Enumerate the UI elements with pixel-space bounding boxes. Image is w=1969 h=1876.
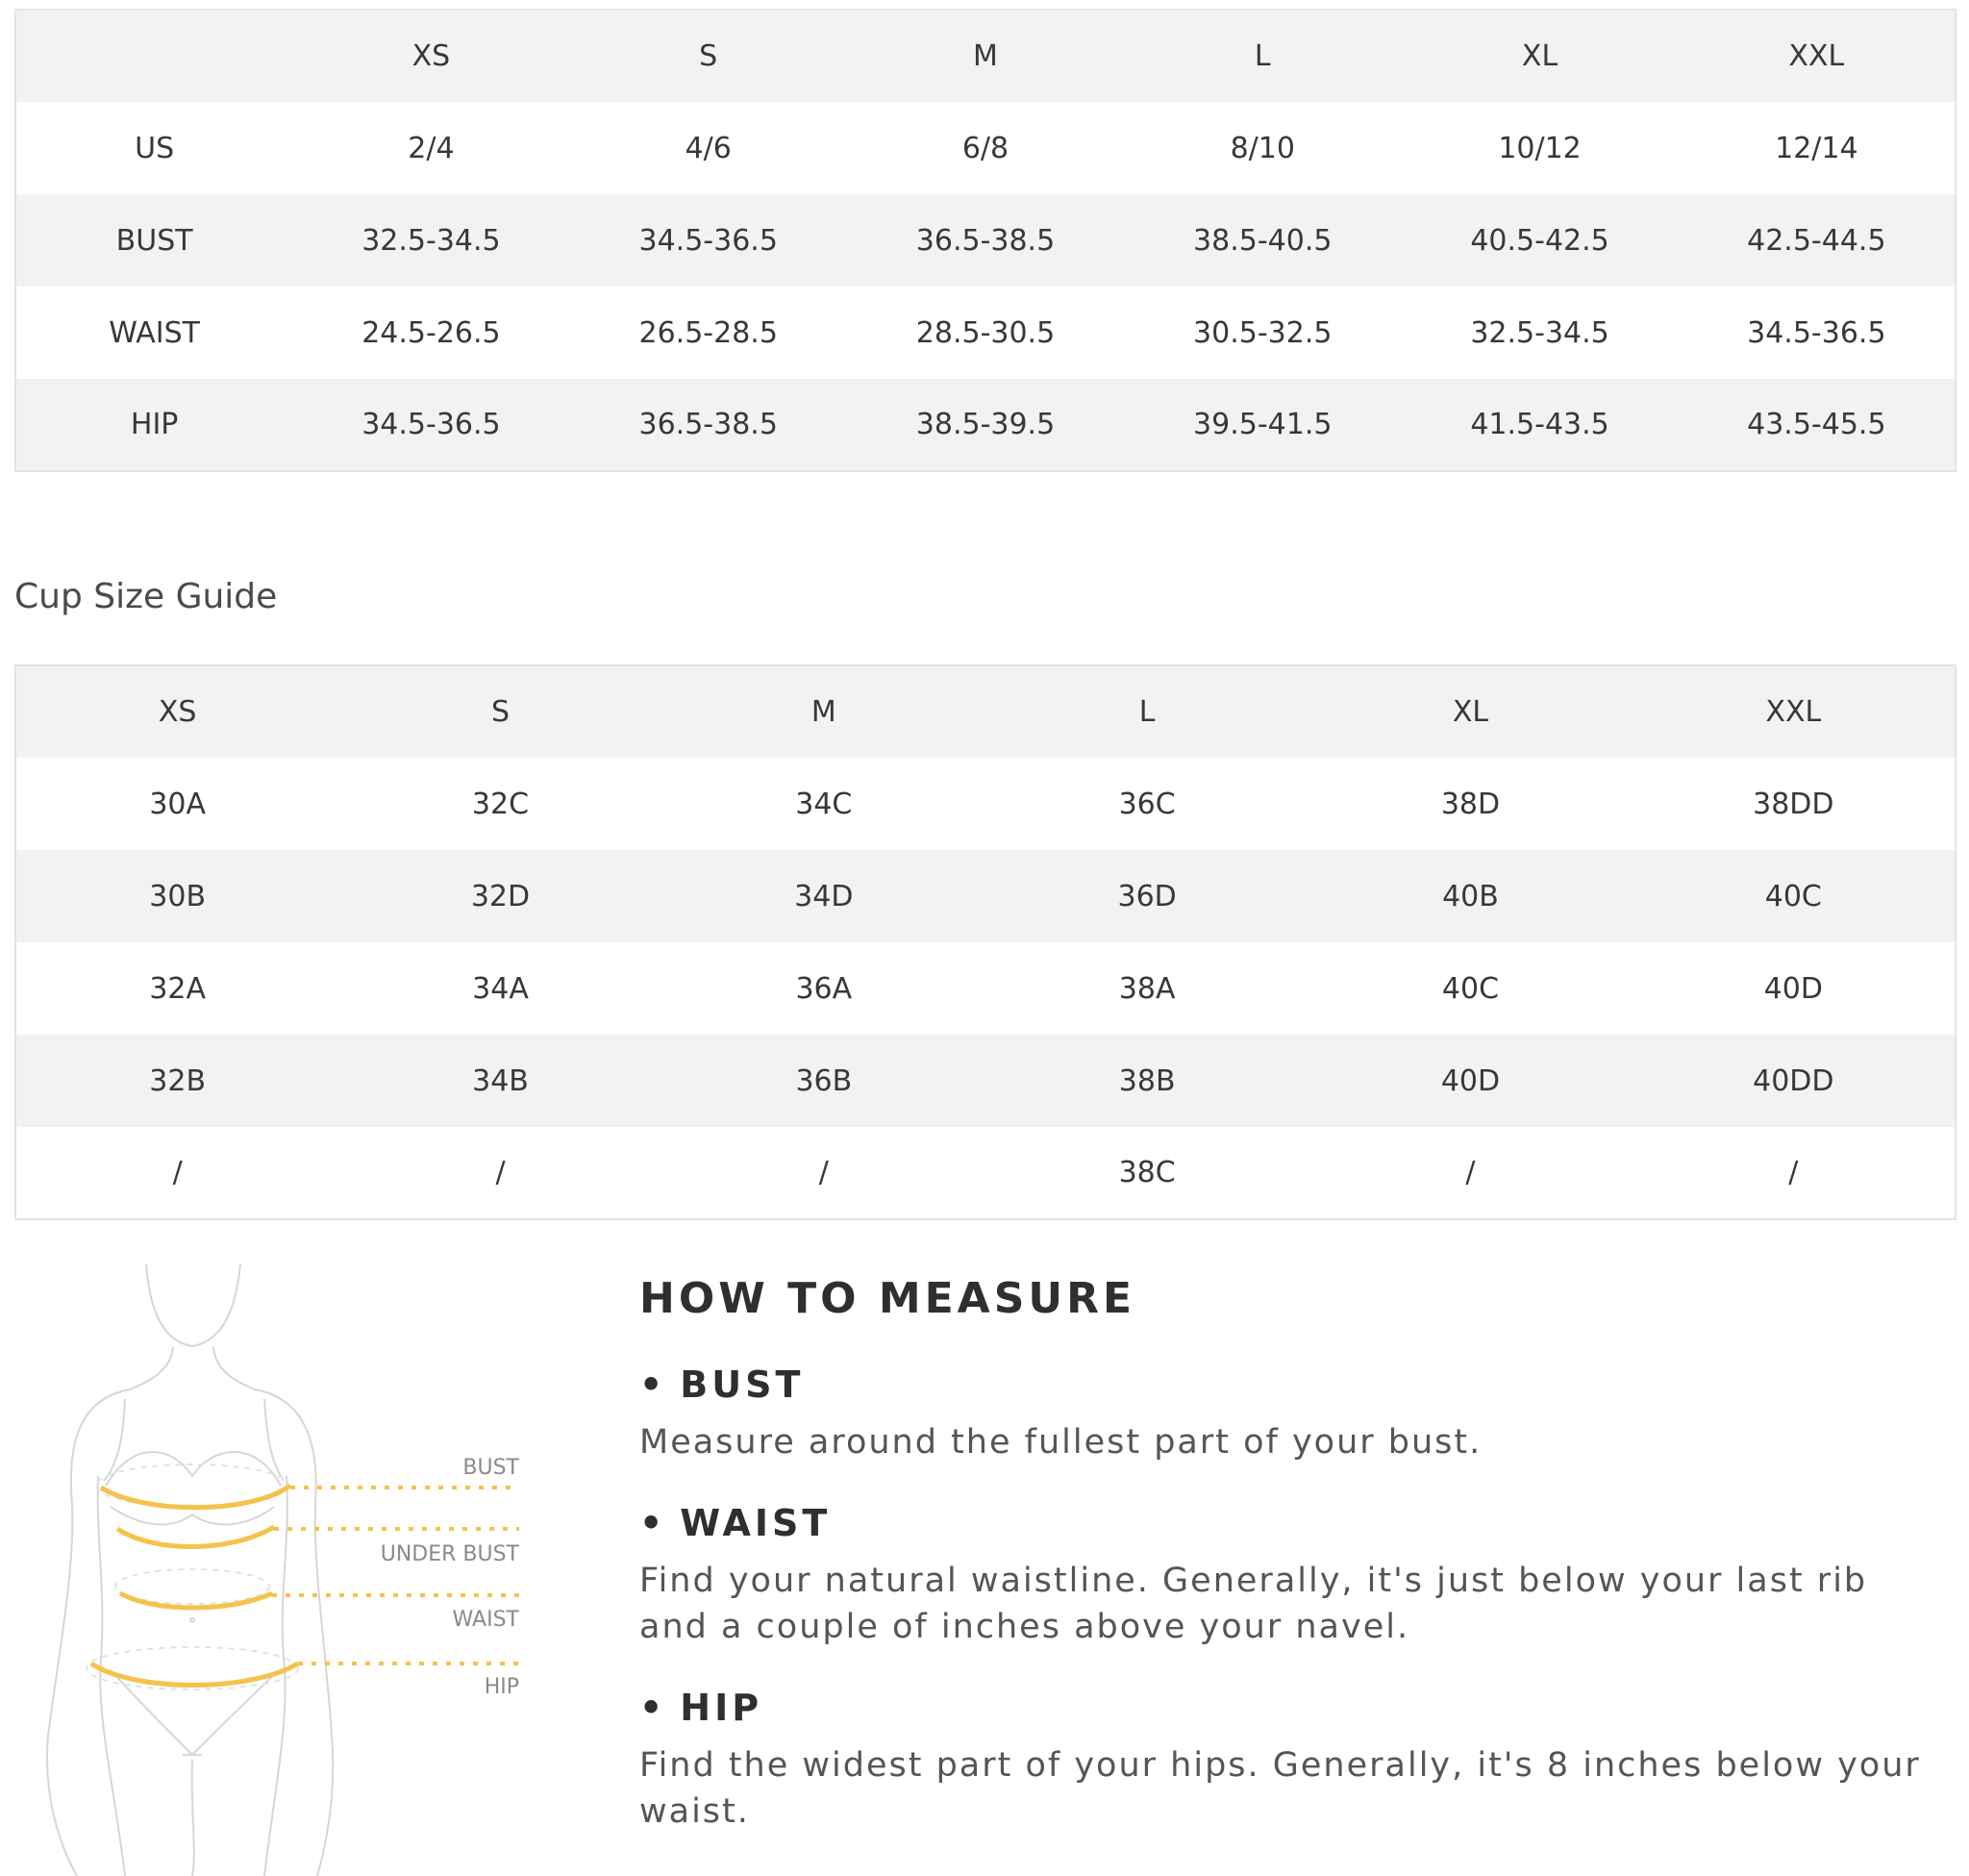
table-cell: 40.5-42.5 <box>1470 223 1609 258</box>
row-label: WAIST <box>109 315 201 350</box>
table-cell: 38DD <box>1753 787 1834 821</box>
measure-item-heading <box>639 1687 1947 1729</box>
table-cell: 30.5-32.5 <box>1193 315 1333 350</box>
cup-header-cell: M <box>810 695 836 729</box>
table-cell: 34.5-36.5 <box>1747 315 1886 350</box>
table-cell: 38.5-39.5 <box>915 408 1056 441</box>
size-header-cell: M <box>973 39 998 73</box>
table-row <box>15 379 1956 471</box>
size-header-cell <box>15 10 292 102</box>
table-cell: 32B <box>149 1063 207 1098</box>
size-header-cell: XS <box>411 39 451 73</box>
table-cell: 38D <box>1440 787 1501 821</box>
measurement-leader-lines <box>272 1488 519 1663</box>
table-cell: 32D <box>470 879 531 913</box>
size-header-cell: XXL <box>1788 39 1845 73</box>
table-cell: / <box>1788 1156 1799 1189</box>
table-cell: 2/4 <box>408 131 455 165</box>
waist-heading: WAIST <box>680 1502 832 1544</box>
how-to-measure-title: HOW TO MEASURE <box>639 1274 1136 1323</box>
table-cell: 43.5-45.5 <box>1747 408 1886 441</box>
table-cell: 38.5-40.5 <box>1193 223 1333 258</box>
table-cell: / <box>818 1156 829 1189</box>
bullet-icon: • <box>639 1687 667 1729</box>
table-cell: 34C <box>795 787 853 821</box>
table-cell: 36D <box>1117 879 1177 913</box>
table-cell: 40DD <box>1753 1063 1834 1098</box>
table-cell: 40D <box>1763 971 1823 1006</box>
table-cell: 38A <box>1118 971 1176 1006</box>
table-cell: / <box>1465 1156 1476 1189</box>
bust-instructions: Measure around the fullest part of your bust. <box>639 1423 1483 1462</box>
cup-header-cell: S <box>490 695 511 729</box>
cup-size-guide-title: Cup Size Guide <box>14 577 278 616</box>
table-cell: 34A <box>472 971 529 1006</box>
table-cell: 28.5-30.5 <box>915 315 1056 350</box>
hip-label: HIP <box>484 1675 519 1699</box>
table-row <box>15 850 1956 942</box>
bust-heading: BUST <box>680 1363 805 1406</box>
table-cell: 32.5-34.5 <box>1470 315 1609 350</box>
size-chart-table <box>14 9 1957 472</box>
table-row <box>15 102 1956 194</box>
waist-label: WAIST <box>452 1608 519 1632</box>
table-cell: 40B <box>1442 879 1499 913</box>
table-cell: 32C <box>471 787 530 821</box>
table-cell: / <box>495 1156 506 1189</box>
table-cell: 38C <box>1118 1156 1176 1189</box>
cup-header-cell: XXL <box>1765 695 1822 729</box>
table-row <box>15 942 1956 1035</box>
under-bust-label: UNDER BUST <box>380 1542 519 1566</box>
waist-instructions: Find your natural waistline. Generally, it's just below your last rib and a couple of inches above your navel. <box>639 1562 1868 1646</box>
body-measurement-illustration <box>38 1255 538 1876</box>
table-cell: 34.5-36.5 <box>638 223 778 258</box>
hip-heading: HIP <box>680 1687 763 1729</box>
table-cell: 41.5-43.5 <box>1470 408 1609 441</box>
measure-item-heading <box>639 1502 1947 1544</box>
size-header-cell: L <box>1254 39 1271 73</box>
table-cell: 36.5-38.5 <box>638 408 778 441</box>
table-cell: 6/8 <box>961 131 1009 165</box>
how-to-measure-section <box>639 1274 1947 1871</box>
row-label: BUST <box>115 223 193 258</box>
bullet-icon: • <box>639 1363 667 1406</box>
size-header-cell: XL <box>1521 39 1558 73</box>
table-cell: 30B <box>149 879 207 913</box>
table-cell: 32A <box>149 971 207 1006</box>
size-header-cell: S <box>699 39 718 73</box>
table-cell: 30A <box>149 787 207 821</box>
table-cell: 39.5-41.5 <box>1193 408 1333 441</box>
table-cell: 34D <box>794 879 854 913</box>
cup-header-row <box>15 665 1956 758</box>
table-cell: 24.5-26.5 <box>361 315 501 350</box>
row-label: HIP <box>130 408 179 441</box>
table-cell: / <box>172 1156 183 1189</box>
table-cell: 8/10 <box>1230 131 1295 165</box>
cup-header-cell: XS <box>158 695 197 729</box>
table-cell: 34.5-36.5 <box>361 408 501 441</box>
hip-instructions: Find the widest part of your hips. Generally, it's 8 inches below your waist. <box>639 1746 1921 1831</box>
table-cell: 12/14 <box>1775 131 1858 165</box>
table-cell: 38B <box>1118 1063 1176 1098</box>
measure-item-heading <box>639 1363 1947 1406</box>
table-cell: 10/12 <box>1498 131 1582 165</box>
table-row <box>15 1035 1956 1127</box>
cup-header-cell: L <box>1138 695 1156 729</box>
table-cell: 40D <box>1440 1063 1501 1098</box>
table-cell: 42.5-44.5 <box>1747 223 1886 258</box>
table-row <box>15 1127 1956 1219</box>
table-cell: 32.5-34.5 <box>361 223 501 258</box>
table-cell: 36A <box>795 971 853 1006</box>
size-chart-header-row <box>15 10 1956 102</box>
table-cell: 36.5-38.5 <box>915 223 1056 258</box>
table-cell: 26.5-28.5 <box>638 315 778 350</box>
table-cell: 4/6 <box>685 131 732 165</box>
table-cell: 40C <box>1764 879 1822 913</box>
table-row <box>15 194 1956 287</box>
table-row <box>15 758 1956 850</box>
table-row <box>15 287 1956 379</box>
bust-label: BUST <box>462 1456 519 1480</box>
body-outline <box>47 1264 333 1876</box>
cup-size-table <box>14 664 1957 1220</box>
table-cell: 34B <box>472 1063 529 1098</box>
cup-header-cell: XL <box>1452 695 1489 729</box>
bullet-icon: • <box>639 1502 667 1544</box>
row-label: US <box>135 131 175 165</box>
table-cell: 36C <box>1118 787 1176 821</box>
table-cell: 36B <box>795 1063 853 1098</box>
table-cell: 40C <box>1441 971 1500 1006</box>
